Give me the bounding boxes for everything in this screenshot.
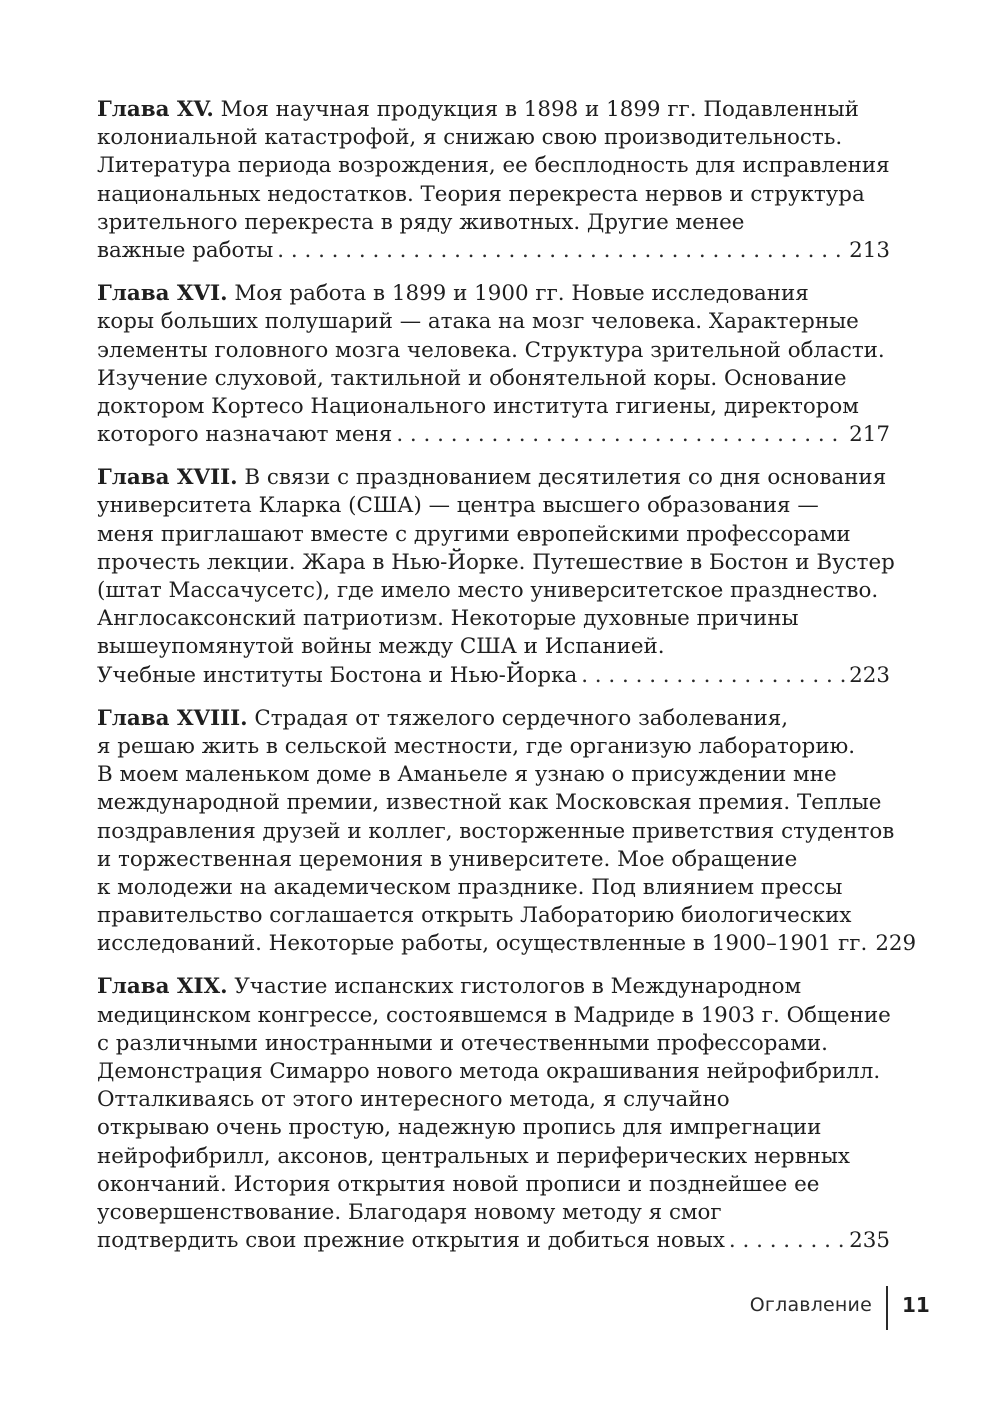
entry-text: национальных недостатков. Теория перекреста нервов и структура	[97, 181, 865, 207]
chapter-heading: Глава XVIII.	[97, 705, 248, 731]
page-number[interactable]: 223	[849, 662, 890, 688]
entry-text: колониальной катастрофой, я снижаю свою производительность.	[97, 125, 843, 151]
entry-text: нейрофибрилл, аксонов, центральных и периферических нервных	[97, 1143, 850, 1169]
entry-text: медицинском конгрессе, состоявшемся в Мадриде в 1903 г. Общение	[97, 1002, 891, 1028]
chapter-heading: Глава XV.	[97, 97, 214, 122]
footer-divider	[886, 1286, 888, 1330]
chapter-heading: Глава XVI.	[97, 281, 228, 307]
entry-text: вышеупомянутой войны между США и Испанией.	[97, 634, 665, 660]
page-number[interactable]: 213	[849, 237, 890, 263]
entry-text: Участие испанских гистологов в Международном	[234, 974, 802, 1000]
table-of-contents	[97, 96, 917, 1270]
page-number[interactable]: 229	[875, 931, 917, 957]
entry-first-line	[97, 464, 890, 492]
entry-text: усовершенствование. Благодаря новому методу я смог	[97, 1199, 722, 1225]
entry-text: к молодежи на академическом празднике. Под влиянием прессы	[97, 874, 843, 900]
entry-text: с различными иностранными и отечественными профессорами.	[97, 1030, 828, 1056]
entry-last-line	[97, 421, 890, 449]
entry-text: Изучение слуховой, тактильной и обонятельной коры. Основание	[97, 365, 847, 391]
toc-entry-chapter-18[interactable]	[97, 705, 917, 959]
entry-text: В связи с празднованием десятилетия со дня основания	[244, 465, 887, 491]
entry-text: Демонстрация Симарро нового метода окрашивания нейрофибрилл.	[97, 1059, 881, 1084]
entry-text: правительство соглашается открыть Лабораторию биологических	[97, 903, 852, 929]
toc-entry-chapter-16[interactable]	[97, 280, 890, 449]
entry-text: Страдая от тяжелого сердечного заболевания,	[254, 705, 789, 731]
entry-first-line	[97, 705, 890, 733]
entry-first-line	[97, 973, 890, 1001]
entry-text: меня приглашают вместе с другими европейскими профессорами	[97, 521, 851, 547]
entry-text: Учебные институты Бостона и Нью-Йорка	[97, 662, 578, 688]
entry-text: международной премии, известной как Московская премия. Теплые	[97, 790, 882, 816]
entry-last-line	[97, 662, 890, 690]
entry-text: я решаю жить в сельской местности, где организую лабораторию.	[97, 733, 856, 759]
entry-text: Литература периода возрождения, ее бесплодность для исправления	[97, 153, 890, 179]
entry-text: прочесть лекции. Жара в Нью-Йорке. Путешествие в Бостон и Вустер	[97, 549, 895, 575]
chapter-heading: Глава XVII.	[97, 465, 238, 491]
entry-last-line	[97, 1227, 890, 1255]
dot-leader	[396, 421, 845, 449]
toc-entry-chapter-19[interactable]	[97, 973, 890, 1255]
toc-entry-chapter-17[interactable]	[97, 464, 895, 690]
running-footer-section: Оглавление	[749, 1294, 872, 1316]
entry-text: университета Кларка (США) — центра высшего образования —	[97, 493, 819, 519]
entry-last-line	[97, 237, 890, 265]
entry-text: коры больших полушарий — атака на мозг человека. Характерные	[97, 309, 859, 335]
folio-page-number: 11	[902, 1293, 930, 1317]
dot-leader	[729, 1227, 845, 1255]
entry-text: поздравления друзей и коллег, восторженные приветствия студентов	[97, 818, 895, 844]
entry-text: подтвердить свои прежние открытия и добиться новых	[97, 1228, 725, 1254]
dot-leader	[277, 237, 845, 265]
entry-first-line	[97, 96, 890, 124]
dot-leader	[581, 662, 845, 690]
entry-text: (штат Массачусетс), где имело место университетское празднество.	[97, 578, 879, 603]
entry-text: которого назначают меня	[97, 422, 393, 448]
entry-text: Англосаксонский патриотизм. Некоторые духовные причины	[97, 606, 799, 632]
page-number[interactable]: 217	[849, 422, 890, 448]
entry-text: элементы головного мозга человека. Структура зрительной области.	[97, 337, 885, 363]
entry-text: окончаний. История открытия новой прописи и позднейшее ее	[97, 1171, 820, 1197]
entry-text: В моем маленьком доме в Аманьеле я узнаю о присуждении мне	[97, 762, 837, 788]
page-footer	[0, 1286, 1000, 1330]
entry-text: исследований. Некоторые работы, осуществленные в 1900–1901 гг.	[97, 931, 868, 957]
entry-text: Отталкиваясь от этого интересного метода, я случайно	[97, 1087, 730, 1113]
toc-entry-chapter-15[interactable]	[97, 96, 890, 265]
entry-text: Моя научная продукция в 1898 и 1899 гг. Подавленный	[220, 97, 859, 122]
entry-text: важные работы	[97, 237, 274, 263]
entry-first-line	[97, 280, 890, 308]
entry-text: Моя работа в 1899 и 1900 гг. Новые исследования	[234, 281, 809, 307]
entry-last-line	[97, 930, 917, 958]
chapter-heading: Глава XIX.	[97, 974, 228, 1000]
page-number[interactable]: 235	[849, 1228, 890, 1254]
entry-text: и торжественная церемония в университете. Мое обращение	[97, 846, 798, 872]
entry-text: доктором Кортесо Национального института гигиены, директором	[97, 393, 859, 419]
entry-text: открываю очень простую, надежную пропись для импрегнации	[97, 1115, 822, 1141]
entry-text: зрительного перекреста в ряду животных. Другие менее	[97, 209, 745, 235]
